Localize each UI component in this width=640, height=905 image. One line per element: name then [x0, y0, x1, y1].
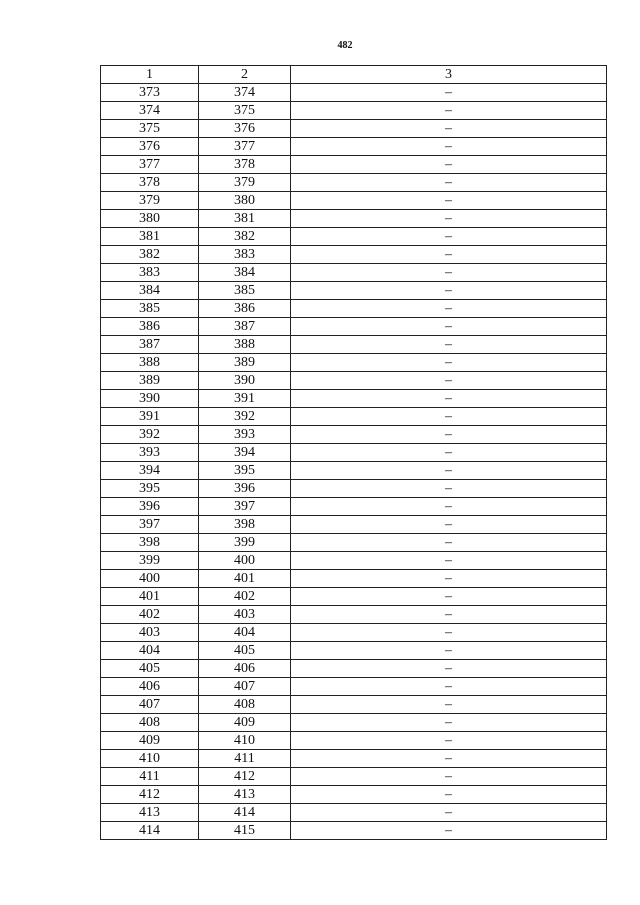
table-cell-col1: 373 — [101, 84, 199, 102]
table-row — [101, 174, 607, 192]
table-row — [101, 822, 607, 840]
table-cell-col2: 402 — [199, 588, 291, 606]
table-row — [101, 750, 607, 768]
table-row — [101, 372, 607, 390]
table-cell-col1: 392 — [101, 426, 199, 444]
table-row — [101, 138, 607, 156]
table-cell-col3: – — [291, 606, 607, 624]
table-row — [101, 318, 607, 336]
table-cell-col1: 414 — [101, 822, 199, 840]
table-cell-col3: – — [291, 660, 607, 678]
table-cell-col2: 377 — [199, 138, 291, 156]
table-cell-col1: 388 — [101, 354, 199, 372]
table-cell-col2: 411 — [199, 750, 291, 768]
table-cell-col3: – — [291, 264, 607, 282]
table-cell-col3: – — [291, 120, 607, 138]
table-cell-col1: 386 — [101, 318, 199, 336]
table-cell-col3: – — [291, 408, 607, 426]
table-cell-col3: – — [291, 678, 607, 696]
table-header-row — [101, 66, 607, 84]
table-cell-col3: – — [291, 588, 607, 606]
table-cell-col1: 389 — [101, 372, 199, 390]
table-cell-col2: 415 — [199, 822, 291, 840]
table-cell-col3: – — [291, 444, 607, 462]
table-cell-col3: – — [291, 156, 607, 174]
table-cell-col1: 399 — [101, 552, 199, 570]
table-cell-col3: – — [291, 282, 607, 300]
table-row — [101, 516, 607, 534]
table-cell-col2: 408 — [199, 696, 291, 714]
table-cell-col1: 380 — [101, 210, 199, 228]
table-row — [101, 714, 607, 732]
table-cell-col1: 403 — [101, 624, 199, 642]
table-cell-col2: 384 — [199, 264, 291, 282]
table-cell-col2: 381 — [199, 210, 291, 228]
table-row — [101, 552, 607, 570]
table-cell-col2: 387 — [199, 318, 291, 336]
table-cell-col3: – — [291, 246, 607, 264]
table-row — [101, 804, 607, 822]
table-cell-col2: 380 — [199, 192, 291, 210]
table-row — [101, 642, 607, 660]
table-cell-col1: 405 — [101, 660, 199, 678]
table-row — [101, 336, 607, 354]
table-cell-col3: – — [291, 84, 607, 102]
table-cell-col2: 396 — [199, 480, 291, 498]
table-row — [101, 606, 607, 624]
table-row — [101, 282, 607, 300]
table-row — [101, 588, 607, 606]
table-row — [101, 768, 607, 786]
table-cell-col3: – — [291, 570, 607, 588]
table-cell-col2: 376 — [199, 120, 291, 138]
table-cell-col2: 406 — [199, 660, 291, 678]
table-cell-col3: – — [291, 480, 607, 498]
data-table — [100, 65, 607, 840]
table-row — [101, 120, 607, 138]
table-cell-col3: – — [291, 786, 607, 804]
table-row — [101, 786, 607, 804]
table-row — [101, 534, 607, 552]
table-row — [101, 480, 607, 498]
table-cell-col2: 399 — [199, 534, 291, 552]
table-cell-col2: 378 — [199, 156, 291, 174]
table-cell-col3: – — [291, 138, 607, 156]
table-cell-col3: – — [291, 228, 607, 246]
table-cell-col1: 376 — [101, 138, 199, 156]
table-cell-col3: – — [291, 732, 607, 750]
table-cell-col1: 381 — [101, 228, 199, 246]
table-cell-col3: – — [291, 534, 607, 552]
table-row — [101, 300, 607, 318]
table-row — [101, 408, 607, 426]
table-cell-col1: 406 — [101, 678, 199, 696]
table-cell-col2: 409 — [199, 714, 291, 732]
table-cell-col2: 410 — [199, 732, 291, 750]
table-cell-col3: – — [291, 174, 607, 192]
table-cell-col1: 391 — [101, 408, 199, 426]
table-cell-col3: – — [291, 696, 607, 714]
table-row — [101, 660, 607, 678]
table-cell-col2: 401 — [199, 570, 291, 588]
table-cell-col3: – — [291, 498, 607, 516]
table-cell-col2: 400 — [199, 552, 291, 570]
table-cell-col2: 385 — [199, 282, 291, 300]
table-cell-col3: – — [291, 336, 607, 354]
table-row — [101, 156, 607, 174]
table-cell-col1: 402 — [101, 606, 199, 624]
table-row — [101, 192, 607, 210]
table-cell-col2: 404 — [199, 624, 291, 642]
column-header-3: 3 — [291, 66, 607, 84]
table-row — [101, 444, 607, 462]
table-row — [101, 246, 607, 264]
table-cell-col1: 408 — [101, 714, 199, 732]
table-header — [101, 66, 607, 84]
table-cell-col2: 389 — [199, 354, 291, 372]
table-cell-col1: 409 — [101, 732, 199, 750]
table-cell-col1: 393 — [101, 444, 199, 462]
table-cell-col1: 379 — [101, 192, 199, 210]
table-cell-col1: 398 — [101, 534, 199, 552]
table-cell-col1: 396 — [101, 498, 199, 516]
table-row — [101, 498, 607, 516]
table-cell-col2: 403 — [199, 606, 291, 624]
table-row — [101, 624, 607, 642]
table-row — [101, 426, 607, 444]
table-cell-col2: 382 — [199, 228, 291, 246]
table-cell-col3: – — [291, 462, 607, 480]
table-cell-col3: – — [291, 390, 607, 408]
table-cell-col3: – — [291, 552, 607, 570]
table-cell-col2: 405 — [199, 642, 291, 660]
table-cell-col2: 413 — [199, 786, 291, 804]
table-cell-col2: 395 — [199, 462, 291, 480]
table-cell-col2: 386 — [199, 300, 291, 318]
table-cell-col3: – — [291, 822, 607, 840]
table-row — [101, 264, 607, 282]
table-cell-col1: 410 — [101, 750, 199, 768]
table-cell-col1: 385 — [101, 300, 199, 318]
column-header-1: 1 — [101, 66, 199, 84]
table-cell-col3: – — [291, 714, 607, 732]
table-cell-col1: 378 — [101, 174, 199, 192]
table-cell-col1: 395 — [101, 480, 199, 498]
table-cell-col3: – — [291, 300, 607, 318]
table-row — [101, 696, 607, 714]
table-cell-col1: 412 — [101, 786, 199, 804]
table-row — [101, 462, 607, 480]
table-row — [101, 228, 607, 246]
table-cell-col3: – — [291, 192, 607, 210]
table-cell-col2: 379 — [199, 174, 291, 192]
table-row — [101, 732, 607, 750]
table-body — [101, 84, 607, 840]
table-row — [101, 678, 607, 696]
table-cell-col3: – — [291, 354, 607, 372]
table-cell-col2: 412 — [199, 768, 291, 786]
table-cell-col2: 388 — [199, 336, 291, 354]
table-cell-col1: 401 — [101, 588, 199, 606]
table-cell-col3: – — [291, 102, 607, 120]
table-cell-col1: 375 — [101, 120, 199, 138]
table-cell-col3: – — [291, 426, 607, 444]
table-row — [101, 102, 607, 120]
table-row — [101, 354, 607, 372]
table-cell-col3: – — [291, 768, 607, 786]
table-cell-col3: – — [291, 318, 607, 336]
table-cell-col3: – — [291, 804, 607, 822]
table-cell-col2: 393 — [199, 426, 291, 444]
table-row — [101, 390, 607, 408]
table-cell-col3: – — [291, 210, 607, 228]
table-cell-col1: 387 — [101, 336, 199, 354]
page-number: 482 — [337, 40, 353, 51]
table-cell-col2: 390 — [199, 372, 291, 390]
table-cell-col2: 398 — [199, 516, 291, 534]
table-cell-col1: 407 — [101, 696, 199, 714]
table-cell-col3: – — [291, 750, 607, 768]
table-row — [101, 210, 607, 228]
table-cell-col1: 382 — [101, 246, 199, 264]
table-cell-col1: 397 — [101, 516, 199, 534]
table-cell-col1: 384 — [101, 282, 199, 300]
table-cell-col3: – — [291, 372, 607, 390]
table-cell-col1: 383 — [101, 264, 199, 282]
table-cell-col2: 392 — [199, 408, 291, 426]
table-cell-col3: – — [291, 516, 607, 534]
table-cell-col1: 390 — [101, 390, 199, 408]
table-cell-col1: 413 — [101, 804, 199, 822]
table-cell-col2: 391 — [199, 390, 291, 408]
table-cell-col2: 394 — [199, 444, 291, 462]
table-row — [101, 84, 607, 102]
table-cell-col2: 383 — [199, 246, 291, 264]
column-header-2: 2 — [199, 66, 291, 84]
table-cell-col1: 404 — [101, 642, 199, 660]
table-cell-col1: 411 — [101, 768, 199, 786]
table-cell-col2: 397 — [199, 498, 291, 516]
table-cell-col2: 407 — [199, 678, 291, 696]
table-cell-col1: 377 — [101, 156, 199, 174]
table-cell-col3: – — [291, 624, 607, 642]
table-cell-col1: 374 — [101, 102, 199, 120]
table-cell-col1: 394 — [101, 462, 199, 480]
table-cell-col2: 374 — [199, 84, 291, 102]
table-cell-col2: 375 — [199, 102, 291, 120]
table-cell-col3: – — [291, 642, 607, 660]
table-cell-col2: 414 — [199, 804, 291, 822]
table-row — [101, 570, 607, 588]
table-cell-col1: 400 — [101, 570, 199, 588]
